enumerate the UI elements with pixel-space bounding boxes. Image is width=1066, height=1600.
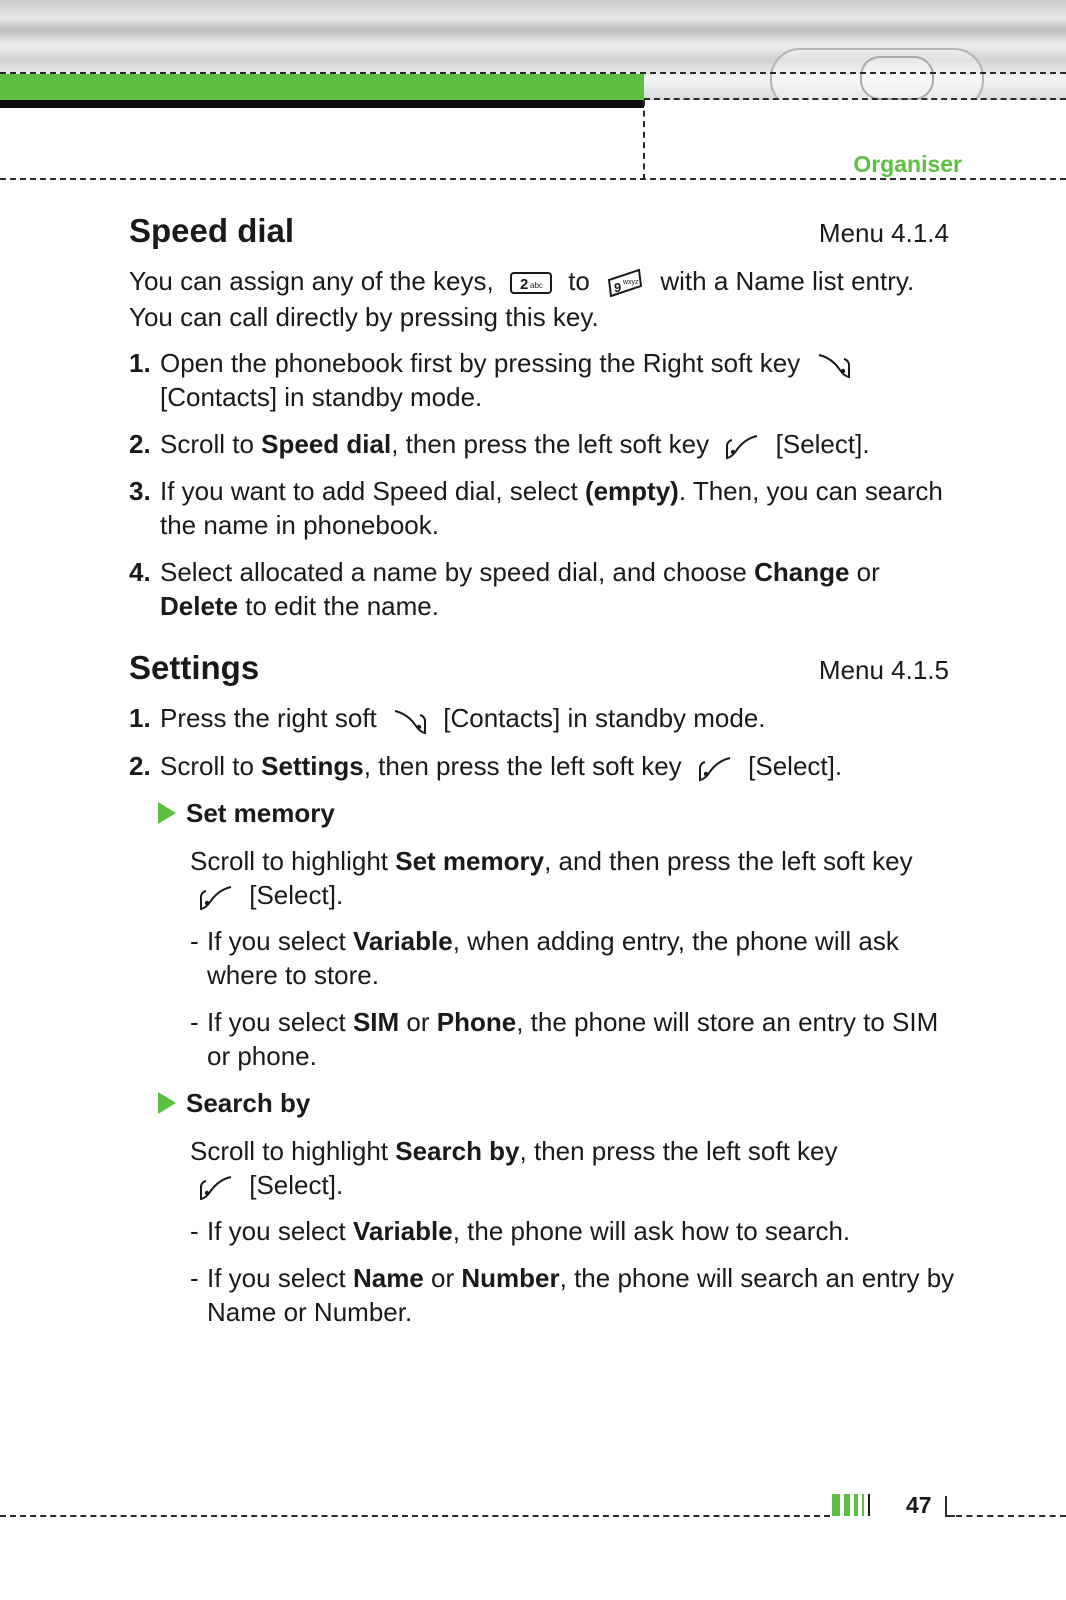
desc-text-b: , then press the left soft key <box>519 1135 838 1166</box>
step-text-b: [Contacts] in standby mode. <box>160 382 483 413</box>
bullet-bold: Variable <box>352 925 453 956</box>
header-green-bar <box>0 74 644 100</box>
bullet-text-b: or <box>423 1262 462 1293</box>
green-arrow-icon <box>158 802 176 824</box>
speed-dial-step <box>129 555 957 623</box>
set-memory-subsection <box>158 796 957 1073</box>
step-number: 2. <box>129 750 151 781</box>
step-bold: Delete <box>160 591 239 622</box>
bullet-text-a: If you select <box>207 1006 353 1037</box>
bullet-text <box>207 1005 957 1073</box>
header-dashed-rule-mid <box>644 98 1066 100</box>
step-bold: Change <box>754 557 850 588</box>
bullet-text-a: If you select <box>207 1262 353 1293</box>
speed-dial-heading <box>129 212 957 250</box>
step-bold: Settings <box>261 750 364 781</box>
speed-dial-section <box>129 212 957 623</box>
step-number: 1. <box>129 703 151 734</box>
settings-step <box>129 749 957 783</box>
settings-title: Settings <box>129 649 260 687</box>
speed-dial-step <box>129 474 957 542</box>
left-soft-key-icon <box>198 1172 234 1202</box>
set-memory-heading <box>158 796 957 830</box>
step-number: 1. <box>129 348 151 379</box>
step-number: 2. <box>129 429 151 460</box>
intro-text-c: You can call directly by pressing this key. <box>129 302 599 333</box>
step-text-a: Scroll to <box>160 750 262 781</box>
speed-dial-step <box>129 346 957 414</box>
footer-bars-icon <box>832 1494 874 1516</box>
bullet-text-b: , when adding entry, the phone will ask where to store. <box>207 925 899 990</box>
step-text <box>160 474 957 542</box>
step-text-c: [Select]. <box>748 750 843 781</box>
bullet-dash: - <box>190 925 199 956</box>
intro-text-to: to <box>568 266 590 296</box>
bullet-text <box>207 924 957 992</box>
search-by-heading <box>158 1086 957 1120</box>
desc-bold: Search by <box>395 1135 520 1166</box>
settings-heading <box>129 649 957 687</box>
right-soft-key-icon <box>816 350 852 380</box>
footer-dashed-rule-right <box>956 1515 1066 1517</box>
step-number: 4. <box>129 557 151 588</box>
svg-text:2: 2 <box>519 276 529 294</box>
bullet-text-b: , the phone will ask how to search. <box>452 1215 851 1246</box>
step-text-b: , then press the left soft key <box>363 750 682 781</box>
step-number: 3. <box>129 476 151 507</box>
search-by-body <box>190 1134 957 1329</box>
left-soft-key-icon <box>697 753 733 783</box>
bullet-text-a: If you select <box>207 1215 353 1246</box>
step-text-c: [Select]. <box>775 429 870 460</box>
step-bold: Speed dial <box>261 429 392 460</box>
header-dashed-divider <box>643 100 645 180</box>
desc-text-a: Scroll to highlight <box>190 845 396 876</box>
step-text-a: If you want to add Speed dial, select <box>160 476 585 507</box>
speed-dial-step <box>129 427 957 461</box>
step-text-b: [Contacts] in standby mode. <box>443 703 766 734</box>
settings-menu-number: Menu 4.1.5 <box>818 655 949 686</box>
step-text-a: Open the phonebook first by pressing the Right soft key <box>160 348 801 379</box>
bullet-bold: Variable <box>352 1215 453 1246</box>
page-content <box>129 212 957 1342</box>
key-2-icon <box>509 270 553 296</box>
right-soft-key-icon <box>392 706 428 736</box>
section-label: Organiser <box>853 151 962 177</box>
settings-section <box>129 649 957 1329</box>
step-text <box>160 427 957 461</box>
header-black-bar <box>0 100 644 108</box>
step-text <box>160 555 957 623</box>
bullet-bold: Phone <box>436 1006 517 1037</box>
bullet-text-a: If you select <box>207 925 353 956</box>
desc-text-c: [Select]. <box>249 879 344 910</box>
bullet-text-b: or <box>399 1006 437 1037</box>
bullet-dash: - <box>190 1215 199 1246</box>
intro-text-a: You can assign any of the keys, <box>129 266 494 296</box>
bullet-bold: Number <box>461 1262 560 1293</box>
step-text-a: Press the right soft <box>160 703 377 734</box>
step-text <box>160 346 957 414</box>
step-text-a: Scroll to <box>160 429 262 460</box>
step-text-c: to edit the name. <box>238 591 439 622</box>
bullet-text-c: , the phone will search an entry by Name or Number. <box>207 1262 955 1327</box>
step-text <box>160 749 957 783</box>
bullet-dash: - <box>190 1006 199 1037</box>
set-memory-bullet <box>190 1005 957 1073</box>
bullet-dash: - <box>190 1262 199 1293</box>
set-memory-bullet <box>190 924 957 992</box>
desc-bold: Set memory <box>395 845 545 876</box>
key-9-icon <box>605 266 645 300</box>
left-soft-key-icon <box>198 882 234 912</box>
speed-dial-menu-number: Menu 4.1.4 <box>818 218 949 248</box>
search-by-bullet <box>190 1214 957 1248</box>
set-memory-desc <box>190 844 957 912</box>
header-dashed-rule-bottom <box>0 178 1066 180</box>
desc-text-a: Scroll to highlight <box>190 1135 396 1166</box>
desc-text-b: , and then press the left soft key <box>544 845 913 876</box>
desc-text-c: [Select]. <box>249 1169 344 1200</box>
page-number: 47 <box>906 1492 932 1518</box>
svg-text:9: 9 <box>614 280 622 296</box>
bullet-bold: SIM <box>352 1006 400 1037</box>
step-bold: (empty) <box>584 476 679 507</box>
step-text-b: or <box>849 557 880 588</box>
step-text-b: . Then, you can search the name in phonebook. <box>160 476 943 541</box>
bullet-bold: Name <box>352 1262 424 1293</box>
step-text <box>160 701 957 735</box>
speed-dial-steps <box>129 346 957 623</box>
settings-step <box>129 701 957 735</box>
search-by-desc <box>190 1134 957 1202</box>
set-memory-title: Set memory <box>186 797 335 828</box>
left-soft-key-icon <box>724 431 760 461</box>
header-dashed-rule-top <box>0 72 1066 74</box>
footer-corner-mark <box>945 1496 955 1517</box>
bullet-text <box>207 1214 957 1248</box>
green-arrow-icon <box>158 1092 176 1114</box>
step-text-b: , then press the left soft key <box>391 429 710 460</box>
svg-text:abc: abc <box>529 281 543 291</box>
search-by-title: Search by <box>186 1087 311 1118</box>
speed-dial-intro <box>129 264 957 334</box>
settings-steps <box>129 701 957 782</box>
phone-photo-button <box>860 56 934 100</box>
set-memory-body <box>190 844 957 1073</box>
footer-dashed-rule <box>0 1515 830 1517</box>
svg-text:wxyz: wxyz <box>623 279 639 287</box>
search-by-bullet <box>190 1261 957 1329</box>
bullet-text <box>207 1261 957 1329</box>
speed-dial-title: Speed dial <box>129 212 295 249</box>
intro-text-b: with a Name list entry. <box>660 266 915 296</box>
bullet-text-c: , the phone will store an entry to SIM or phone. <box>207 1006 939 1071</box>
step-text-a: Select allocated a name by speed dial, and choose <box>160 557 755 588</box>
search-by-subsection <box>158 1086 957 1329</box>
